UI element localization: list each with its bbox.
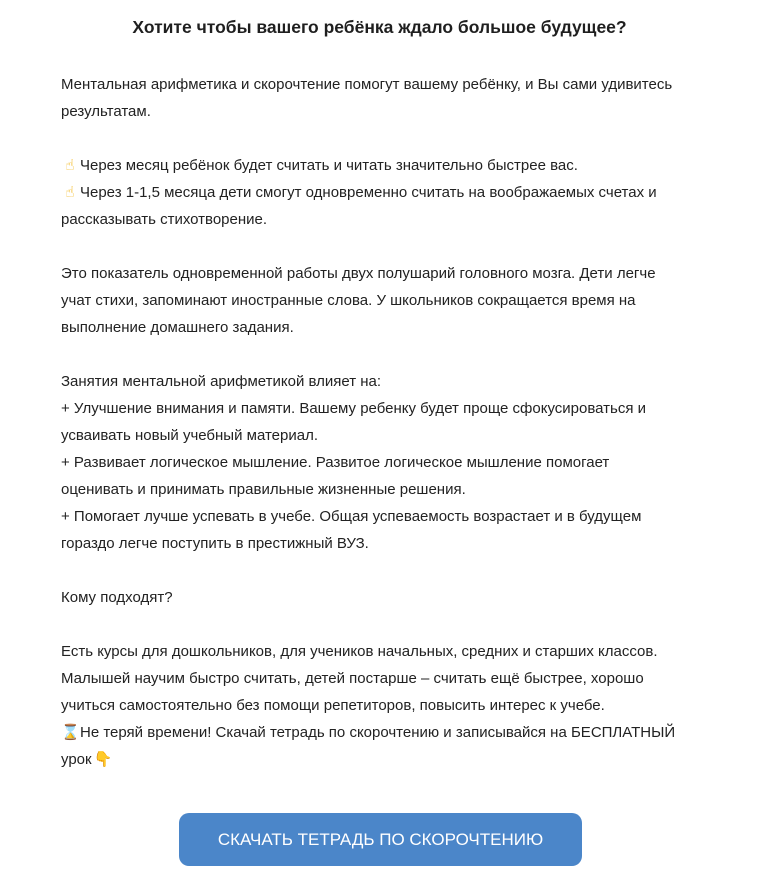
audience-paragraph	[61, 638, 711, 773]
brain-line: выполнение домашнего задания.	[61, 319, 294, 336]
question-heading: Кому подходят?	[61, 589, 173, 606]
intro-paragraph	[61, 71, 711, 125]
benefit-item	[61, 179, 711, 206]
article-body	[61, 71, 711, 773]
effect-item-continued: усваивать новый учебный материал.	[61, 427, 318, 444]
brain-line: Это показатель одновременной работы двух полушарий головного мозга. Дети легче	[61, 265, 656, 282]
call-to-action-text: урок	[61, 751, 92, 768]
effects-paragraph	[61, 368, 711, 557]
benefits-paragraph	[61, 152, 711, 233]
benefit-text: Через 1-1,5 месяца дети смогут одновременно считать на воображаемых счетах и	[80, 184, 657, 201]
call-to-action-line	[61, 746, 711, 773]
effect-item: + Помогает лучше успевать в учебе. Общая успеваемость возрастает и в будущем	[61, 508, 642, 525]
benefit-item	[61, 152, 711, 179]
effect-item: + Улучшение внимания и памяти. Вашему ребенку будет проще сфокусироваться и	[61, 400, 647, 417]
audience-line: учиться самостоятельно без помощи репетиторов, повысить интерес к учебе.	[61, 697, 605, 714]
download-notebook-button[interactable]: СКАЧАТЬ ТЕТРАДЬ ПО СКОРОЧТЕНИЮ	[179, 813, 582, 866]
effect-item-continued: гораздо легче поступить в престижный ВУЗ.	[61, 535, 369, 552]
effect-item: + Развивает логическое мышление. Развитое логическое мышление помогает	[61, 454, 610, 471]
pointing-down-hand-icon: 👇	[93, 751, 113, 768]
effects-intro: Занятия ментальной арифметикой влияет на:	[61, 373, 382, 390]
pointing-up-hand-icon: ☝	[65, 157, 75, 174]
hourglass-icon: ⌛	[61, 724, 80, 741]
benefit-text-continued: рассказывать стихотворение.	[61, 211, 268, 228]
call-to-action-line	[61, 719, 711, 746]
benefit-text: Через месяц ребёнок будет считать и читать значительно быстрее вас.	[80, 157, 578, 174]
intro-line: результатам.	[61, 103, 151, 120]
audience-line: Малышей научим быстро считать, детей постарше – считать ещё быстрее, хорошо	[61, 670, 644, 687]
intro-line: Ментальная арифметика и скорочтение помогут вашему ребёнку, и Вы сами удивитесь	[61, 76, 673, 93]
question-paragraph	[61, 584, 711, 611]
call-to-action-text: Не теряй времени! Скачай тетрадь по скорочтению и записывайся на БЕСПЛАТНЫЙ	[80, 724, 676, 741]
audience-line: Есть курсы для дошкольников, для учеников начальных, средних и старших классов.	[61, 643, 658, 660]
brain-line: учат стихи, запоминают иностранные слова. У школьников сокращается время на	[61, 292, 636, 309]
brain-paragraph	[61, 260, 711, 341]
pointing-up-hand-icon: ☝	[65, 184, 75, 201]
page-title: Хотите чтобы вашего ребёнка ждало большое будущее?	[132, 17, 627, 37]
effect-item-continued: оценивать и принимать правильные жизненные решения.	[61, 481, 466, 498]
